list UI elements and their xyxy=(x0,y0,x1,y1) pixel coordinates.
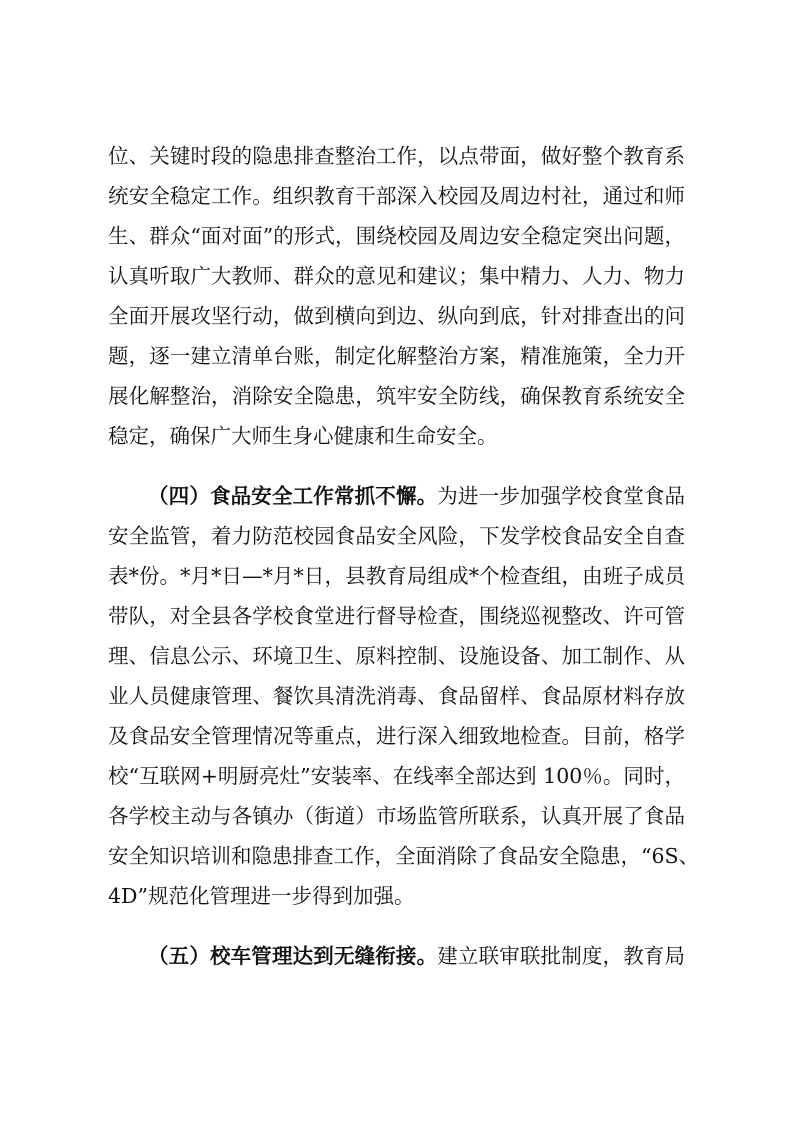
paragraph-line: 题，逐一建立清单台账，制定化解整治方案，精准施策，全力开 xyxy=(108,344,685,368)
paragraph-line: 理、信息公示、环境卫生、原料控制、设施设备、加工制作、从 xyxy=(108,644,685,668)
paragraph-line: 安全监管，着力防范校园食品安全风险，下发学校食品安全自查 xyxy=(108,524,685,548)
paragraph-line: 4D”规范化管理进一步得到加强。 xyxy=(108,884,415,908)
section-4-heading: （四）食品安全工作常抓不懈。 xyxy=(148,484,438,508)
section-5-first-line xyxy=(148,938,685,974)
section-4-first-line xyxy=(148,478,685,514)
paragraph-line: 及食品安全管理情况等重点，进行深入细致地检查。目前，格学 xyxy=(108,724,685,748)
paragraph-line: 全面开展攻坚行动，做到横向到边、纵向到底，针对排查出的问 xyxy=(108,304,685,328)
section-4-text: 为进一步加强学校食堂食品 xyxy=(437,484,686,508)
paragraph-line: 认真听取广大教师、群众的意见和建议；集中精力、人力、物力 xyxy=(108,264,685,288)
paragraph-line: 展化解整治，消除安全隐患，筑牢安全防线，确保教育系统安全 xyxy=(108,384,685,408)
paragraph-line: 统安全稳定工作。组织教育干部深入校园及周边村社，通过和师 xyxy=(108,184,685,208)
paragraph-line: 安全知识培训和隐患排查工作，全面消除了食品安全隐患，“6S、 xyxy=(108,844,700,868)
paragraph-line: 各学校主动与各镇办（街道）市场监管所联系，认真开展了食品 xyxy=(108,804,685,828)
paragraph-line: 业人员健康管理、餐饮具清洗消毒、食品留样、食品原材料存放 xyxy=(108,684,685,708)
paragraph-line: 带队，对全县各学校食堂进行督导检查，围绕巡视整改、许可管 xyxy=(108,604,685,628)
paragraph-line: 表*份。*月*日—*月*日，县教育局组成*个检查组，由班子成员 xyxy=(108,564,685,588)
paragraph-line: 校“互联网+明厨亮灶”安装率、在线率全部达到 100％。同时， xyxy=(108,764,685,788)
section-5-heading: （五）校车管理达到无缝衔接。 xyxy=(148,944,438,968)
paragraph-line: 生、群众“面对面”的形式，围绕校园及周边安全稳定突出问题， xyxy=(108,224,685,248)
section-5-text: 建立联审联批制度，教育局 xyxy=(437,944,686,968)
paragraph-line: 稳定，确保广大师生身心健康和生命安全。 xyxy=(108,424,498,448)
paragraph-line: 位、关键时段的隐患排查整治工作，以点带面，做好整个教育系 xyxy=(108,144,685,168)
